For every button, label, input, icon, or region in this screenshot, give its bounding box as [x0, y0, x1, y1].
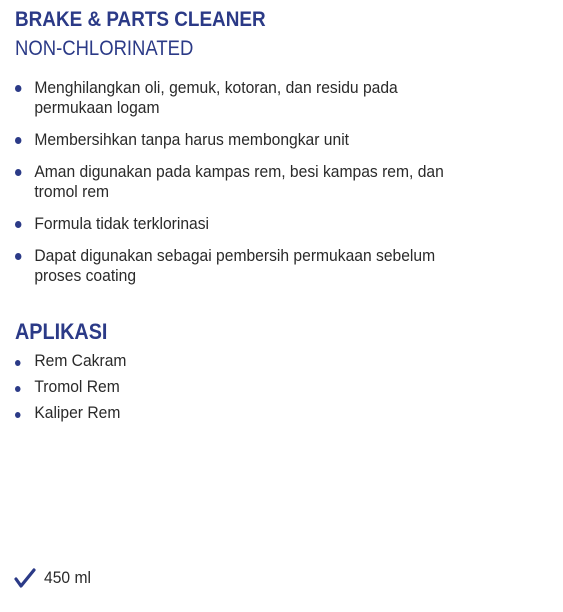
feature-text: Formula tidak terklorinasi — [34, 214, 210, 233]
feature-text: Membersihkan tanpa harus membongkar unit — [34, 130, 350, 149]
bullet-icon — [15, 169, 21, 176]
application-item — [15, 403, 126, 423]
product-subtitle: NON-CHLORINATED — [15, 37, 194, 60]
bullet-icon — [15, 412, 21, 418]
application-text: Tromol Rem — [34, 377, 120, 396]
feature-text: Menghilangkan oli, gemuk, kotoran, dan residu pada permukaan logam — [34, 78, 398, 117]
bullet-icon — [15, 137, 21, 144]
applications-heading: APLIKASI — [15, 319, 108, 344]
feature-item — [15, 246, 471, 286]
feature-item — [15, 162, 471, 202]
feature-item — [15, 78, 471, 118]
bullet-icon — [15, 85, 21, 92]
product-title: BRAKE & PARTS CLEANER — [15, 8, 266, 31]
feature-text: Dapat digunakan sebagai pembersih permukaan sebelum proses coating — [34, 246, 436, 285]
application-text: Rem Cakram — [34, 351, 127, 370]
application-item — [15, 351, 126, 371]
feature-list — [15, 78, 515, 298]
application-text: Kaliper Rem — [34, 403, 121, 422]
applications-list — [15, 351, 136, 429]
feature-text: Aman digunakan pada kampas rem, besi kampas rem, dan tromol rem — [34, 162, 444, 201]
bullet-icon — [15, 253, 21, 260]
size-label: 450 ml — [44, 568, 91, 587]
feature-item — [15, 130, 471, 150]
product-size — [14, 567, 95, 589]
application-item — [15, 377, 126, 397]
bullet-icon — [15, 386, 21, 392]
bullet-icon — [15, 221, 21, 228]
bullet-icon — [15, 360, 21, 366]
checkmark-icon — [14, 567, 36, 589]
feature-item — [15, 214, 471, 234]
